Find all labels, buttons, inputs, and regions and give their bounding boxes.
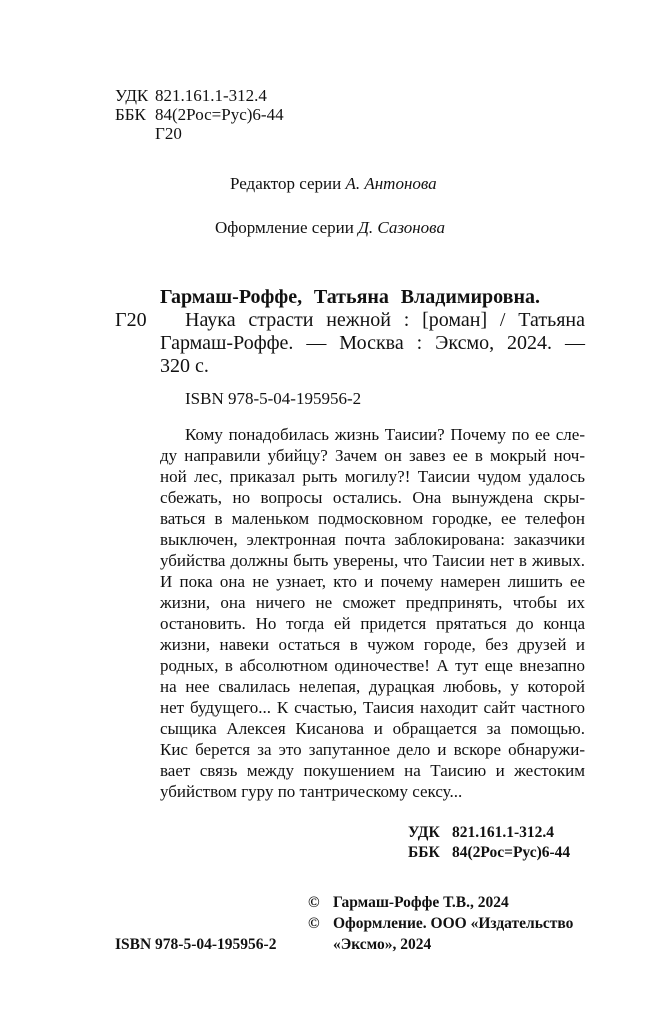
annotation-line: родных, в абсолютном одиночестве! А тут еще внезапно — [160, 656, 585, 675]
annotation-line: ваться в маленьком подмосковном городке, ее телефон — [160, 509, 585, 528]
annotation-line: И пока она не узнает, кто и почему намерен лишить ее — [160, 572, 585, 591]
annotation-line: сбежать, но вопросы остались. Она вынуждена скры- — [160, 488, 585, 507]
annotation-line: сыщика Алексея Кисанова и обращается за помощью. — [160, 719, 585, 738]
bbk-label-bottom: ББК — [408, 844, 440, 861]
author-mark-top: Г20 — [155, 124, 182, 143]
annotation-line: жизни, навеки остаться в чужом городе, без друзей и — [160, 635, 585, 654]
udk-label-bottom: УДК — [408, 824, 440, 841]
annotation-line: убийства должны быть уверены, что Таисии нет в живых. — [160, 551, 585, 570]
series-design — [215, 218, 445, 237]
annotation-line: Кис берется за это запутанное дело и вскоре обнаружи- — [160, 740, 585, 759]
copyright-line: «Эксмо», 2024 — [333, 936, 432, 953]
series-editor-label: Редактор серии — [230, 174, 342, 193]
udk-value-top: 821.161.1-312.4 — [155, 86, 267, 105]
bbk-label-top: ББК — [115, 105, 146, 124]
annotation-line: ной лес, приказал рыть могилу?! Таисии чудом удалось — [160, 467, 585, 486]
copyright-symbol: © — [308, 915, 320, 932]
annotation-line: ду направили убийцу? Зачем он завез ее в мокрый ноч- — [160, 446, 585, 465]
series-design-label: Оформление серии — [215, 218, 354, 237]
copyright-line: Оформление. ООО «Издательство — [333, 915, 574, 932]
author-mark: Г20 — [115, 309, 147, 331]
series-editor — [230, 174, 437, 193]
annotation-line: выключен, электронная почта заблокирована: заказчики — [160, 530, 585, 549]
annotation-line: на нее свалилась нелепая, дурацкая любовь, у которой — [160, 677, 585, 696]
annotation-line: Кому понадобилась жизнь Таисии? Почему по ее сле- — [185, 425, 585, 444]
annotation-line: убийством гуру по тантрическому сексу... — [160, 782, 463, 801]
copyright-line: Гармаш-Роффе Т.В., 2024 — [333, 894, 509, 911]
author-heading: Гармаш-Роффе, Татьяна Владимировна. — [160, 286, 540, 308]
title-line: Наука страсти нежной : [роман] / Татьяна — [185, 309, 585, 331]
udk-value-bottom: 821.161.1-312.4 — [452, 824, 555, 841]
annotation-line: вает связь между покушением на Таисию и жестоким — [160, 761, 585, 780]
title-line: 320 с. — [160, 355, 209, 377]
bottom-isbn: ISBN 978-5-04-195956-2 — [115, 936, 277, 953]
catalog-isbn: ISBN 978-5-04-195956-2 — [185, 389, 362, 408]
series-design-name: Д. Сазонова — [358, 218, 445, 237]
copyright-symbol: © — [308, 894, 320, 911]
annotation-line: остановить. Но тогда ей придется прятаться до конца — [160, 614, 585, 633]
series-editor-name: А. Антонова — [345, 174, 437, 193]
annotation-line: нет будущего... К счастью, Таисия находит сайт частного — [160, 698, 585, 717]
annotation-line: жизни, она ничего не сможет предпринять, чтобы их — [160, 593, 585, 612]
udk-label-top: УДК — [115, 86, 149, 105]
title-line: Гармаш-Роффе. — Москва : Эксмо, 2024. — — [160, 332, 585, 354]
bbk-value-top: 84(2Рос=Рус)6-44 — [155, 105, 284, 124]
bbk-value-bottom: 84(2Рос=Рус)6-44 — [452, 844, 571, 861]
